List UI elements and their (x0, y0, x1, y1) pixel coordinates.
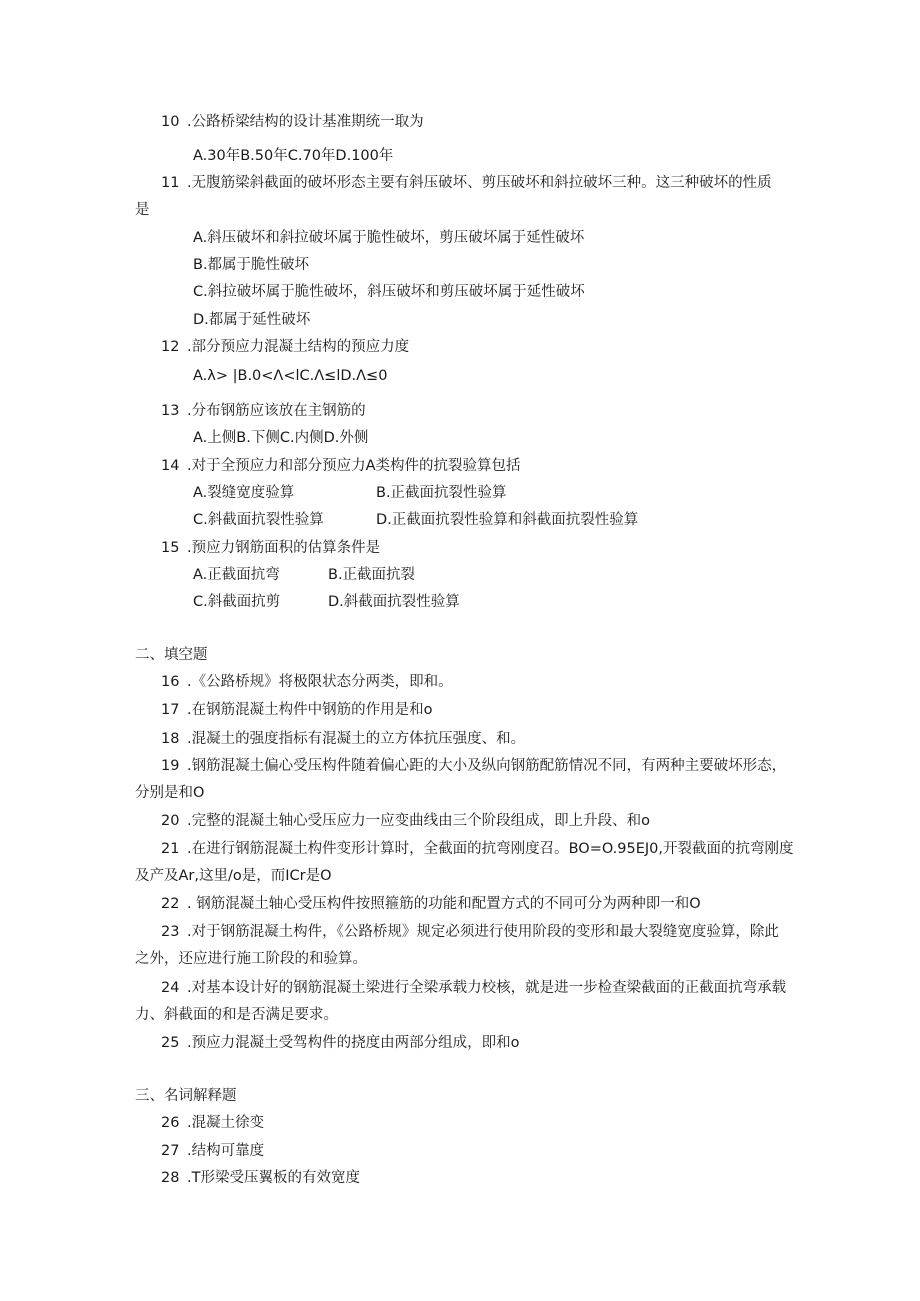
question-text: .对于全预应力和部分预应力A类构件的抗裂验算包括 (187, 458, 521, 474)
question-15-option-a: A.正截面抗弯 (193, 567, 280, 583)
question-text: .《公路桥规》将极限状态分两类，即和。 (187, 674, 453, 690)
question-21-continuation: 及产及Ar,这里/o是，而ICr是O (135, 868, 332, 884)
question-text: .在钢筋混凝土构件中钢筋的作用是和o (187, 702, 433, 718)
question-20 (161, 811, 650, 831)
question-text: .部分预应力混凝土结构的预应力度 (187, 339, 410, 355)
question-11-option-a: A.斜压破坏和斜拉破坏属于脆性破坏，剪压破坏属于延性破坏 (193, 230, 585, 246)
question-text: .对基本设计好的钢筋混凝土梁进行全梁承载力校核，就是进一步检查梁截面的正截面抗弯承载 (187, 980, 787, 996)
question-number: 14 (161, 458, 180, 474)
question-19 (161, 756, 786, 776)
question-text: .混凝土的强度指标有混凝土的立方体抗压强度、和。 (187, 731, 526, 747)
question-23-continuation: 之外，还应进行施工阶段的和验算。 (135, 951, 367, 967)
question-23 (161, 922, 779, 942)
question-26 (161, 1113, 264, 1133)
question-text: .无腹筋梁斜截面的破坏形态主要有斜压破坏、剪压破坏和斜拉破坏三种。这三种破坏的性质 (187, 175, 772, 191)
question-number: 16 (161, 674, 180, 690)
question-13 (161, 401, 366, 421)
question-11 (161, 173, 772, 193)
question-24 (161, 978, 786, 998)
question-10 (161, 112, 424, 132)
question-14-option-c: C.斜截面抗裂性验算 (193, 512, 324, 528)
question-19-continuation: 分别是和O (135, 785, 205, 801)
question-22 (161, 894, 701, 914)
question-number: 21 (161, 841, 180, 857)
question-number: 18 (161, 731, 180, 747)
question-15 (161, 538, 380, 558)
question-number: 10 (161, 114, 180, 130)
question-15-option-c: C.斜截面抗剪 (193, 594, 281, 610)
question-10-options: A.30年B.50年C.70年D.100年 (193, 148, 394, 164)
question-text: .预应力钢筋面积的估算条件是 (187, 540, 381, 556)
question-text: .T形梁受压翼板的有效宽度 (187, 1170, 360, 1186)
question-14-option-b: B.正截面抗裂性验算 (376, 485, 507, 501)
question-number: 25 (161, 1035, 180, 1051)
section-heading-fill-in: 二、填空题 (135, 647, 208, 663)
question-number: 27 (161, 1143, 180, 1159)
question-11-option-c: C.斜拉破坏属于脆性破坏，斜压破坏和剪压破坏属于延性破坏 (193, 284, 585, 300)
question-15-option-b: B.正截面抗裂 (328, 567, 416, 583)
question-text: .钢筋混凝土偏心受压构件随着偏心距的大小及纵向钢筋配筋情况不同，有两种主要破坏形态， (187, 758, 787, 774)
question-15-option-d: D.斜截面抗裂性验算 (328, 594, 460, 610)
question-11-option-d: D.都属于延性破坏 (193, 312, 311, 328)
question-text: .公路桥梁结构的设计基准期统一取为 (187, 114, 424, 130)
question-text: .预应力混凝土受驾构件的挠度由两部分组成，即和o (187, 1035, 520, 1051)
question-17 (161, 700, 432, 720)
question-16 (161, 672, 453, 692)
question-number: 19 (161, 758, 180, 774)
section-heading-term-definitions: 三、名词解释题 (135, 1088, 237, 1104)
question-number: 15 (161, 540, 180, 556)
question-text: .对于钢筋混凝土构件，《公路桥规》规定必须进行使用阶段的变形和最大裂缝宽度验算，除此 (187, 924, 779, 940)
question-text: .分布钢筋应该放在主钢筋的 (187, 403, 366, 419)
question-number: 22 (161, 896, 180, 912)
question-text: .结构可靠度 (187, 1143, 265, 1159)
question-number: 11 (161, 175, 180, 191)
question-number: 12 (161, 339, 180, 355)
question-number: 24 (161, 980, 180, 996)
question-24-continuation: 力、斜截面的和是否满足要求。 (135, 1007, 338, 1023)
question-text: .混凝土徐变 (187, 1115, 265, 1131)
question-11-option-b: B.都属于脆性破坏 (193, 257, 310, 273)
question-28 (161, 1168, 360, 1188)
question-25 (161, 1033, 519, 1053)
question-12-options: A.λ> |B.0<Λ<lC.Λ≤lD.Λ≤0 (193, 368, 388, 384)
question-number: 20 (161, 813, 180, 829)
question-number: 13 (161, 403, 180, 419)
question-14-option-a: A.裂缝宽度验算 (193, 485, 295, 501)
question-11-continuation: 是 (135, 202, 150, 218)
question-14-option-d: D.正截面抗裂性验算和斜截面抗裂性验算 (376, 512, 639, 528)
question-number: 26 (161, 1115, 180, 1131)
question-12 (161, 337, 409, 357)
question-text: .在进行钢筋混凝土构件变形计算时，全截面的抗弯刚度召。BO=O.95EJ0,开裂截面的抗弯刚度 (187, 841, 794, 857)
question-18 (161, 729, 525, 749)
question-number: 23 (161, 924, 180, 940)
question-number: 17 (161, 702, 180, 718)
question-text: . 钢筋混凝土轴心受压构件按照箍筋的功能和配置方式的不同可分为两种即一和O (187, 896, 701, 912)
question-13-options: A.上侧B.下侧C.内侧D.外侧 (193, 430, 369, 446)
question-14 (161, 456, 521, 476)
question-21 (161, 839, 794, 859)
question-text: .完整的混凝土轴心受压应力一应变曲线由三个阶段组成，即上升段、和o (187, 813, 650, 829)
question-27 (161, 1141, 264, 1161)
question-number: 28 (161, 1170, 180, 1186)
